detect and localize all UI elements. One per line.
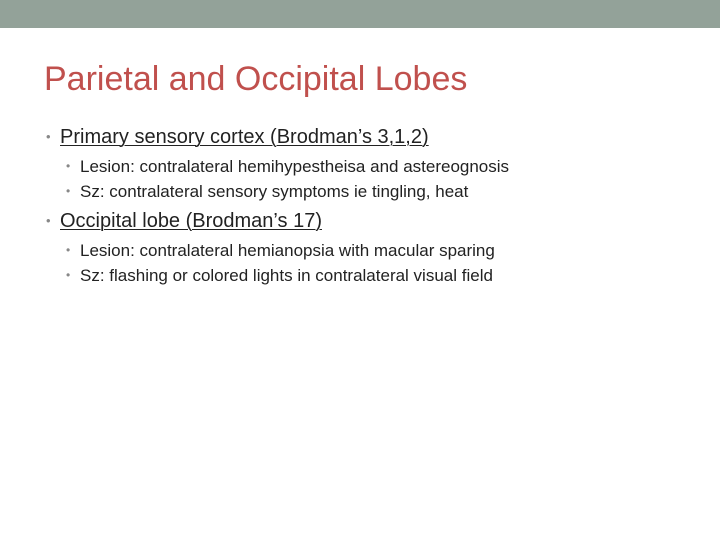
sub-bullet-text: Lesion: contralateral hemianopsia with macular sparing (80, 241, 495, 260)
bullet-text: Occipital lobe (Brodman’s 17) (60, 210, 322, 232)
bullet-text: Primary sensory cortex (Brodman’s 3,1,2) (60, 126, 429, 148)
sub-bullet-lesion (60, 238, 706, 263)
sub-bullet-text: Sz: contralateral sensory symptoms ie tingling, heat (80, 182, 469, 201)
sub-bullet-list (60, 238, 706, 288)
bullet-occipital-lobe (46, 208, 706, 288)
sub-bullet-lesion (60, 154, 706, 179)
bullet-list (46, 124, 706, 288)
bullet-dot: • (46, 213, 51, 228)
slide-title: Parietal and Occipital Lobes (44, 60, 468, 98)
bullet-dot: • (46, 129, 51, 144)
sub-bullet-text: Lesion: contralateral hemihypestheisa and astereognosis (80, 157, 510, 176)
header-accent-bar (0, 0, 720, 28)
sub-bullet-list (60, 154, 706, 204)
bullet-dot: • (66, 184, 71, 198)
bullet-dot: • (66, 159, 71, 173)
sub-bullet-seizure (60, 179, 706, 204)
sub-bullet-text: Sz: flashing or colored lights in contralateral visual field (80, 266, 493, 285)
bullet-dot: • (66, 243, 71, 257)
bullet-primary-sensory-cortex (46, 124, 706, 204)
bullet-dot: • (66, 268, 71, 282)
sub-bullet-seizure (60, 263, 706, 288)
